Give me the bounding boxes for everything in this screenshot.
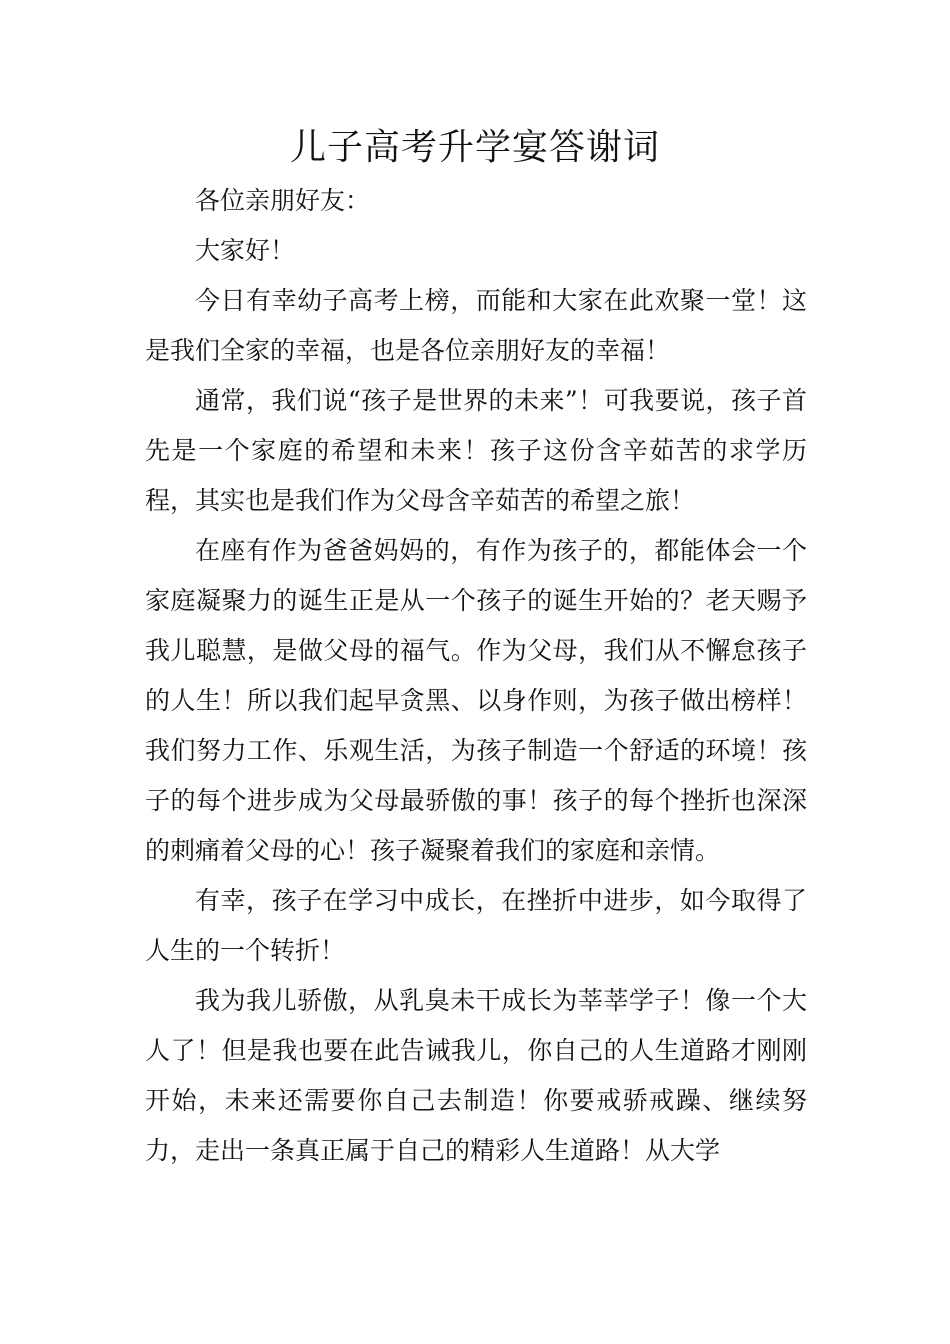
paragraph-2: 通常，我们说“孩子是世界的未来”！可我要说，孩子首先是一个家庭的希望和未来！孩子这份含辛茹苦的求学历程，其实也是我们作为父母含辛茹苦的希望之旅！: [145, 386, 807, 515]
paragraph-greeting: 各位亲朋好友：: [195, 186, 371, 215]
document-title: 儿子高考升学宴答谢词: [289, 127, 660, 168]
document-body: [145, 176, 807, 1176]
paragraph-5: 我为我儿骄傲，从乳臭未干成长为莘莘学子！像一个大人了！但是我也要在此告诫我儿，你自己的人生道路才刚刚开始，未来还需要你自己去制造！你要戒骄戒躁、继续努力，走出一条真正属于自己的精彩人生道路！从大学: [145, 986, 807, 1165]
paragraph-4: 有幸，孩子在学习中成长，在挫折中进步，如今取得了人生的一个转折！: [145, 886, 807, 965]
paragraph-1: 今日有幸幼子高考上榜，而能和大家在此欢聚一堂！这是我们全家的幸福，也是各位亲朋好友的幸福！: [145, 286, 807, 365]
paragraph-3: 在座有作为爸爸妈妈的，有作为孩子的，都能体会一个家庭凝聚力的诞生正是从一个孩子的诞生开始的？老天赐予我儿聪慧，是做父母的福气。作为父母，我们从不懈怠孩子的人生！所以我们起早贪黑、以身作则，为孩子做出榜样！我们努力工作、乐观生活，为孩子制造一个舒适的环境！孩子的每个进步成为父母最骄傲的事！孩子的每个挫折也深深的刺痛着父母的心！孩子凝聚着我们的家庭和亲情。: [145, 536, 807, 865]
paragraph-hello: 大家好！: [195, 236, 296, 265]
